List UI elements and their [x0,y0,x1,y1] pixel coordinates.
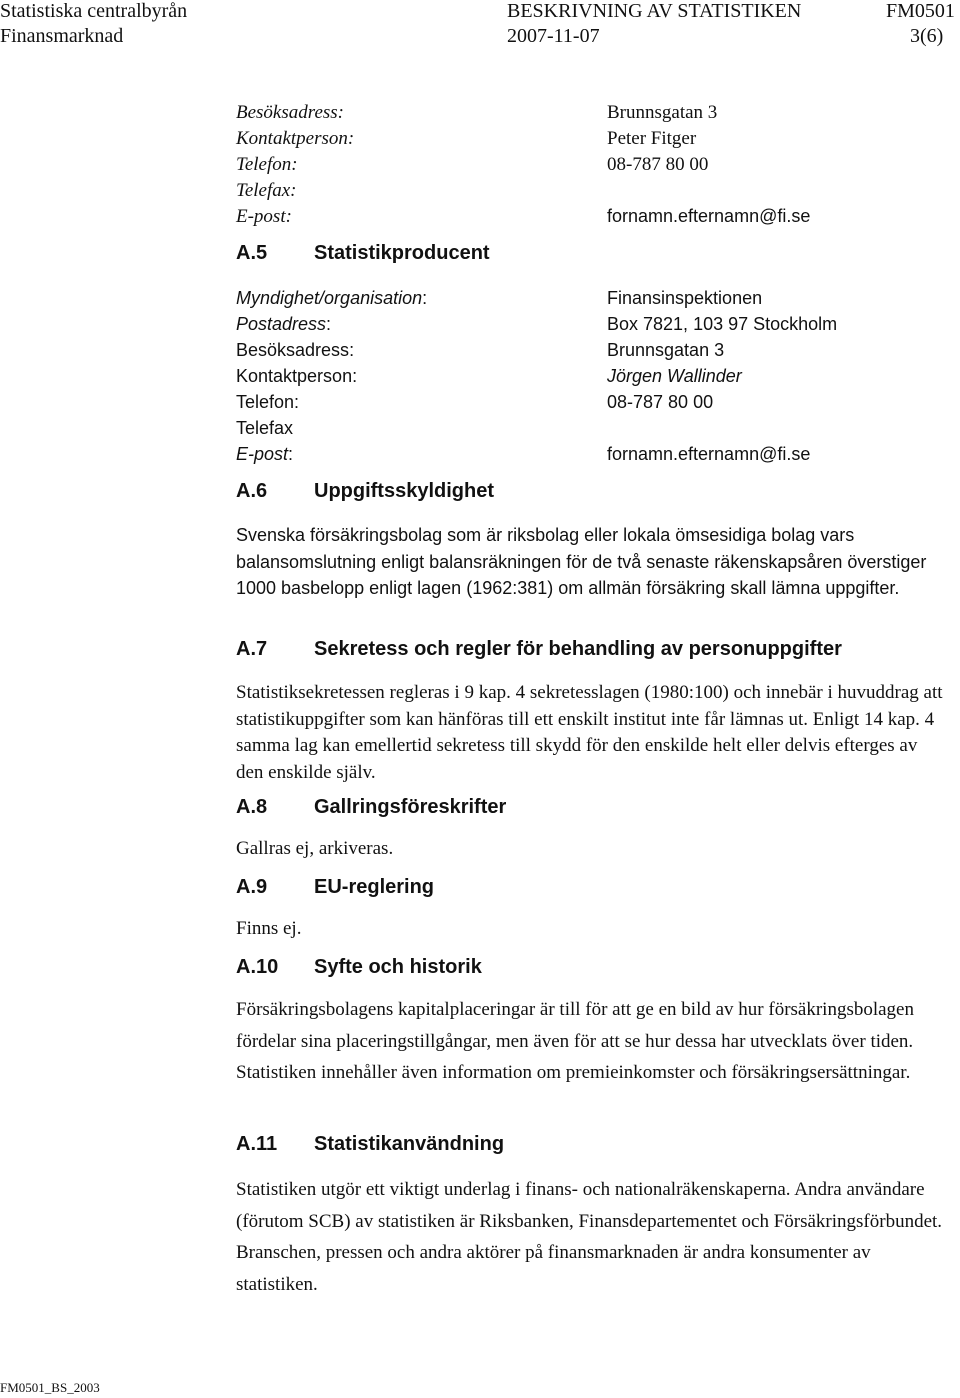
producer-label: E-post [236,444,289,464]
section-number: A.7 [236,638,268,660]
section-title: Statistikproducent [314,242,490,264]
footer-code: FM0501_BS_2003 [0,1380,100,1395]
contact-label: E-post: [236,206,292,227]
header-org: Statistiska centralbyrån [0,0,188,22]
contact-value: Brunnsgatan 3 [607,102,718,123]
section-number: A.11 [236,1133,278,1155]
section-number: A.9 [236,876,268,898]
a8-body: Gallras ej, arkiveras. [236,838,394,859]
a10-body: Försäkringsbolagens kapitalplaceringar är till för att ge en bild av hur försäkringsbolagen fördelar sina placeringstillgångar, men även för att se hur dessa har utvecklats över tiden. Statistiken innehåller även information om premieinkomster och försäkringsersättningar. [236,999,914,1083]
contact-label: Kontaktperson: [236,128,355,149]
section-number: A.5 [236,242,268,264]
contact-label: Telefax: [236,180,297,201]
producer-value: 08-787 80 00 [607,392,714,412]
section-title: Gallringsföreskrifter [314,796,507,818]
contact-value: 08-787 80 00 [607,154,709,175]
a6-body: Svenska försäkringsbolag som är riksbolag eller lokala ömsesidiga bolag vars balansomslutning enligt balansräkningen för de två senaste räkenskapsåren överstiger 1000 basbelopp enligt lagen (1962:381) om allmän försäkring skall lämna uppgifter. [236,525,927,598]
producer-label: Telefon [236,392,295,412]
producer-value: Box 7821, 103 97 Stockholm [607,314,838,334]
header-doc-title: BESKRIVNING AV STATISTIKEN [507,0,802,22]
contact-label: Telefon: [236,154,298,175]
contact-email: fornamn.efternamn@fi.se [607,206,811,226]
contact-label: Besöksadress: [236,102,344,123]
section-title: Syfte och historik [314,956,482,978]
section-title: Statistikanvändning [314,1133,505,1155]
header-subject: Finansmarknad [0,25,124,47]
section-number: A.10 [236,956,279,978]
section-title: Uppgiftsskyldighet [314,480,495,502]
producer-email: fornamn.efternamn@fi.se [607,444,811,464]
header-code: FM0501 [886,0,955,22]
a11-body: Statistiken utgör ett viktigt underlag i finans- och nationalräkenskaperna. Andra användare (förutom SCB) av statistiken är Riksbanken, Finansdepartementet och Försäkringsförbundet. Branschen, pressen och andra aktörer på finansmarknaden är andra konsumenter av statistiken. [236,1179,943,1295]
section-title: EU-reglering [314,876,435,898]
section-title: Sekretess och regler för behandling av personuppgifter [314,638,842,660]
a7-body: Statistiksekretessen regleras i 9 kap. 4 sekretesslagen (1980:100) och innebär i huvuddrag att statistikuppgifter som kan hänföras till ett enskilt institut inte får lämnas ut. Enligt 14 kap. 4 samma lag kan emellertid sekretess till skydd för den enskilde helt eller delvis efterges av den enskilde själv. [236,682,943,783]
producer-label: Kontaktperson [236,366,353,386]
producer-label: Telefax [236,418,294,438]
header-date: 2007-11-07 [507,25,600,47]
section-number: A.6 [236,480,268,502]
producer-value: Finansinspektionen [607,288,763,308]
producer-value: Jörgen Wallinder [607,366,742,386]
contact-value: Peter Fitger [607,128,697,149]
producer-label: Myndighet/organisation [236,288,423,308]
producer-label: Postadress [236,314,327,334]
section-number: A.8 [236,796,268,818]
header-page-number: 3(6) [910,25,944,47]
producer-label: Besöksadress [236,340,350,360]
producer-value: Brunnsgatan 3 [607,340,725,360]
a9-body: Finns ej. [236,918,302,939]
